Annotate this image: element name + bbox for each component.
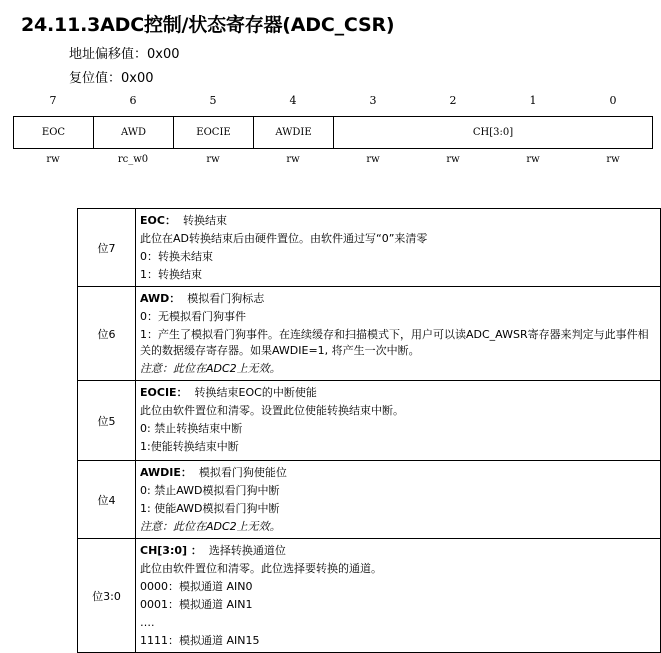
bit-number: 4 (289, 94, 297, 107)
bit-number: 5 (209, 94, 217, 107)
bit-label: 位5 (78, 381, 136, 461)
field-summary: 模拟看门狗使能位 (198, 466, 287, 479)
description-line: 此位由软件置位和清零。设置此位使能转换结束中断。 (140, 404, 404, 417)
description-line: 此位由软件置位和清零。此位选择要转换的通道。 (140, 562, 382, 575)
field-eoc: EOC (14, 117, 94, 148)
access-type: rc_w0 (117, 154, 149, 165)
field-name: AWDIE： (140, 466, 192, 479)
description-line: 0：转换未结束 (140, 250, 213, 263)
access-type: rw (446, 154, 460, 165)
field-ch: CH[3:0] (472, 127, 514, 138)
field-summary: 选择转换通道位 (208, 544, 286, 557)
bit-description (136, 209, 661, 287)
description-line: 0: 禁止转换结束中断 (140, 422, 243, 435)
section-title: 24.11.3ADC控制/状态寄存器(ADC_CSR) (21, 14, 395, 36)
access-type: rw (46, 154, 60, 165)
table-row (78, 539, 661, 653)
field-name: EOCIE： (140, 386, 188, 399)
table-row (78, 209, 661, 287)
field-eocie: EOCIE (174, 117, 254, 148)
description-line: 此位在AD转换结束后由硬件置位。由软件通过写“0”来清零 (140, 232, 428, 245)
note-line: 注意：此位在ADC2上无效。 (140, 520, 281, 533)
access-type: rw (526, 154, 540, 165)
reset-value: 复位值：0x00 (69, 71, 154, 86)
bit-label: 位3:0 (78, 539, 136, 653)
bit-number: 3 (369, 94, 377, 107)
bit-label: 位4 (78, 461, 136, 539)
description-line: 1：转换结束 (140, 268, 202, 281)
access-type: rw (366, 154, 380, 165)
address-offset: 地址偏移值：0x00 (69, 47, 180, 62)
field-name: CH[3:0] ： (140, 544, 202, 557)
field-name: AWD： (140, 292, 181, 305)
bit-label: 位7 (78, 209, 136, 287)
bit-number: 6 (129, 94, 137, 107)
access-type: rw (206, 154, 220, 165)
description-line: 1:使能转换结束中断 (140, 440, 239, 453)
description-line: 0000：模拟通道 AIN0 (140, 580, 253, 593)
field-awdie: AWDIE (254, 117, 334, 148)
table-row (78, 381, 661, 461)
table-row (78, 461, 661, 539)
bit-number: 7 (49, 94, 57, 107)
description-line: 0：无模拟看门狗事件 (140, 310, 246, 323)
description-line: 1: 使能AWD模拟看门狗中断 (140, 502, 280, 515)
description-line: 0: 禁止AWD模拟看门狗中断 (140, 484, 280, 497)
description-line: 1：产生了模拟看门狗事件。在连续缓存和扫描模式下，用户可以读ADC_AWSR寄存器来判定与此事件相关的数据缓存寄存器。如果AWDIE=1, 将产生一次中断。 (140, 328, 649, 357)
description-line: 1111：模拟通道 AIN15 (140, 634, 260, 647)
bit-description (136, 539, 661, 653)
bit-description (136, 461, 661, 539)
field-summary: 转换结束EOC的中断使能 (194, 386, 317, 399)
bit-number: 0 (609, 94, 617, 107)
register-diagram (13, 116, 653, 149)
bit-description (136, 381, 661, 461)
bit-label: 位6 (78, 287, 136, 381)
field-summary: 模拟看门狗标志 (187, 292, 265, 305)
bit-description (136, 287, 661, 381)
bit-number: 2 (449, 94, 457, 107)
note-line: 注意：此位在ADC2上无效。 (140, 362, 281, 375)
field-awd: AWD (94, 117, 174, 148)
access-type: rw (606, 154, 620, 165)
field-name: EOC： (140, 214, 176, 227)
field-summary: 转换结束 (182, 214, 227, 227)
description-line: …. (140, 616, 155, 629)
table-row (78, 287, 661, 381)
bit-number: 1 (529, 94, 537, 107)
access-type: rw (286, 154, 300, 165)
description-line: 0001：模拟通道 AIN1 (140, 598, 253, 611)
bit-description-table (77, 208, 661, 653)
